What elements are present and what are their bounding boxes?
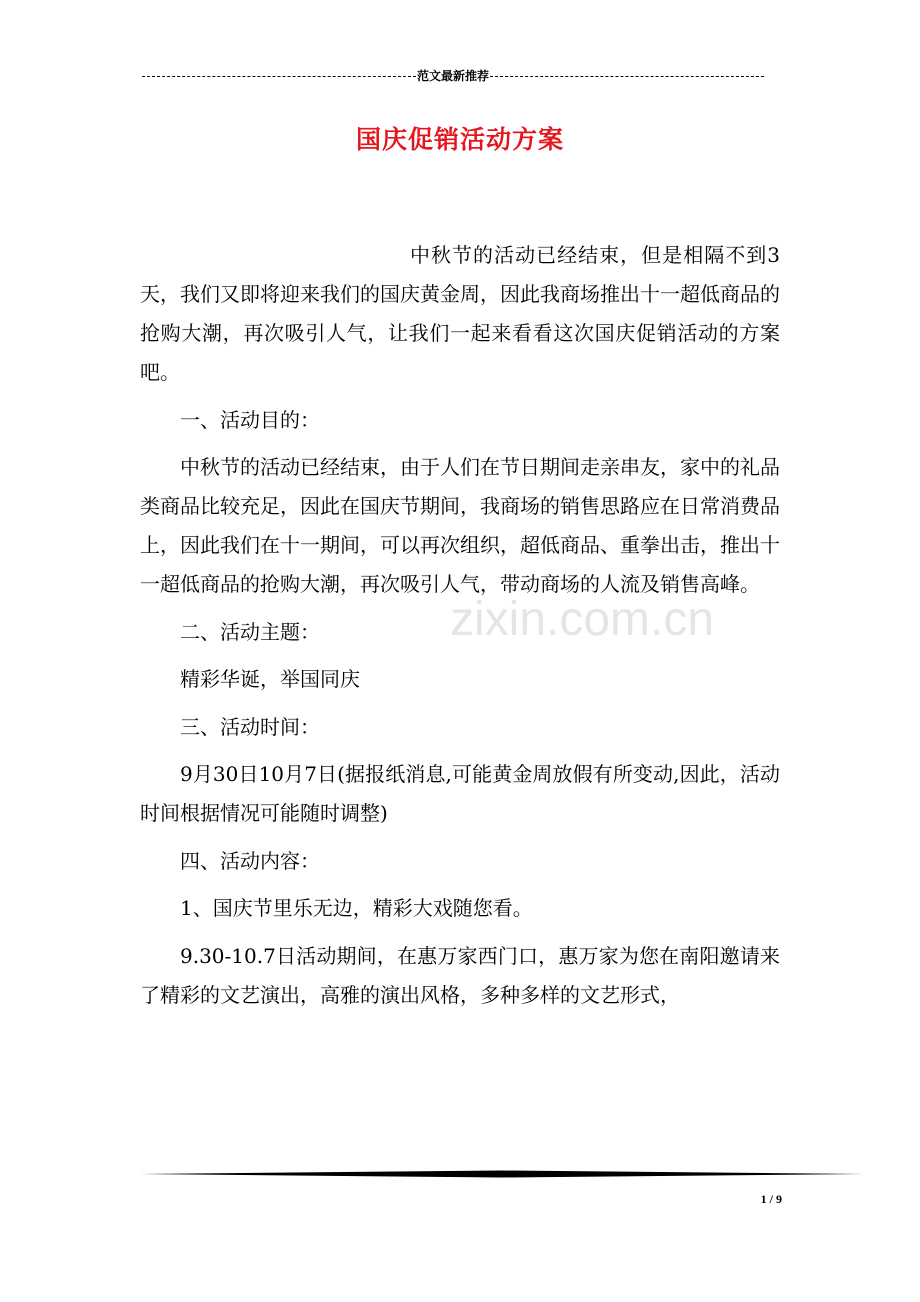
heading-purpose: 一、活动目的： (180, 407, 320, 432)
paragraph-purpose: 中秋节的活动已经结束，由于人们在节日期间走亲串友，家中的礼品类商品比较充足，因此在国庆节期间，我商场的销售思路应在日常消费品上，因此我们在十一期间，可以再次组织，超低商品、重拳出击，推出十一超低商品的抢购大潮，再次吸引人气，带动商场的人流及销售高峰。 (140, 455, 780, 596)
header-dash-right (490, 76, 764, 77)
page-header (142, 68, 764, 84)
paragraph-intro: 中秋节的活动已经结束，但是相隔不到3天，我们又即将迎来我们的国庆黄金周，因此我商场推出十一超低商品的抢购大潮，再次吸引人气，让我们一起来看看这次国庆促销活动的方案吧。 (140, 243, 780, 384)
paragraph-content-item-1: 1、国庆节里乐无边，精彩大戏随您看。 (180, 896, 533, 920)
footer-divider (140, 1170, 864, 1178)
heading-time: 三、活动时间： (180, 714, 320, 739)
header-label: 范文最新推荐 (417, 69, 490, 83)
heading-content: 四、活动内容： (180, 848, 320, 873)
document-body (140, 236, 780, 1023)
paragraph-theme: 精彩华诞，举国同庆 (180, 667, 360, 691)
watermark: zixin.com.cn (450, 593, 715, 646)
heading-theme: 二、活动主题： (180, 619, 320, 644)
page-number: 1 / 9 (760, 1192, 782, 1206)
paragraph-content-detail: 9.30-10.7日活动期间，在惠万家西门口，惠万家为您在南阳邀请来了精彩的文艺演出，高雅的演出风格，多种多样的文艺形式， (140, 943, 780, 1007)
header-dash-left (142, 76, 416, 77)
document-title: 国庆促销活动方案 (355, 125, 564, 154)
paragraph-time: 9月30日10月7日(据报纸消息,可能黄金周放假有所变动,因此，活动时间根据情况可能随时调整) (140, 762, 780, 825)
